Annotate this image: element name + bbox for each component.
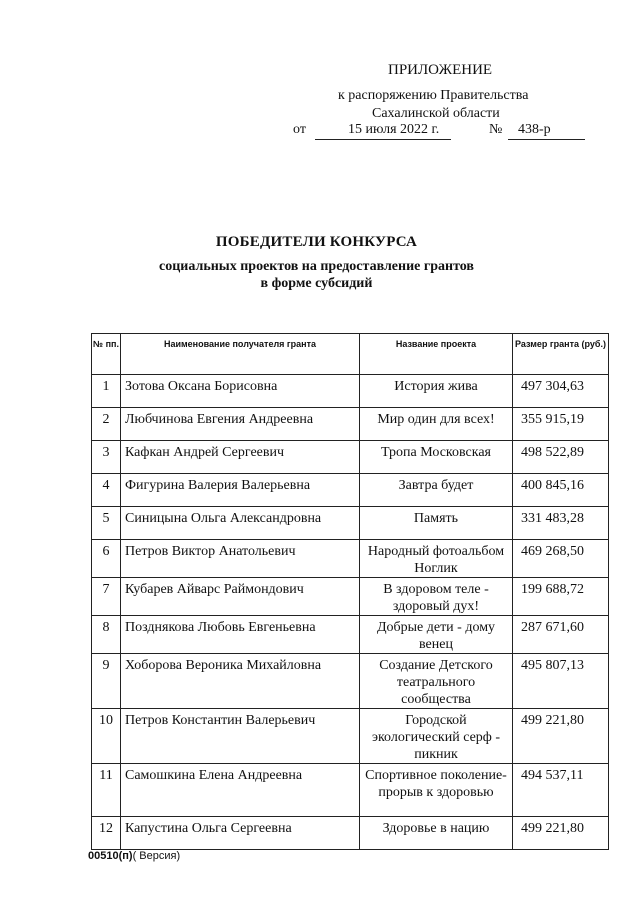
recipient-name: Зотова Оксана Борисовна bbox=[121, 375, 360, 408]
row-number: 9 bbox=[92, 654, 121, 709]
date-underline bbox=[315, 139, 451, 140]
row-number: 1 bbox=[92, 375, 121, 408]
recipient-name: Фигурина Валерия Валерьевна bbox=[121, 474, 360, 507]
number-underline bbox=[508, 139, 585, 140]
recipient-name: Петров Константин Валерьевич bbox=[121, 709, 360, 764]
table-row bbox=[92, 408, 609, 441]
header-project-name: Название проекта bbox=[360, 334, 513, 375]
project-name: Спортивное поколение-прорыв к здоровью bbox=[360, 764, 513, 817]
winners-table bbox=[91, 333, 609, 850]
table-row bbox=[92, 441, 609, 474]
row-number: 8 bbox=[92, 616, 121, 654]
grant-amount: 497 304,63 bbox=[513, 375, 609, 408]
table-row bbox=[92, 578, 609, 616]
grant-amount: 331 483,28 bbox=[513, 507, 609, 540]
recipient-name: Кафкан Андрей Сергеевич bbox=[121, 441, 360, 474]
header-recipient-name: Наименование получателя гранта bbox=[121, 334, 360, 375]
table-row bbox=[92, 540, 609, 578]
row-number: 12 bbox=[92, 817, 121, 850]
row-number: 4 bbox=[92, 474, 121, 507]
version-label: ( Версия) bbox=[132, 850, 181, 862]
decree-reference-line1: к распоряжению Правительства bbox=[338, 88, 529, 103]
project-name: Завтра будет bbox=[360, 474, 513, 507]
table-row bbox=[92, 474, 609, 507]
grant-amount: 499 221,80 bbox=[513, 817, 609, 850]
grant-amount: 287 671,60 bbox=[513, 616, 609, 654]
form-code: 00510(п) bbox=[88, 850, 133, 862]
row-number: 10 bbox=[92, 709, 121, 764]
appendix-title: ПРИЛОЖЕНИЕ bbox=[388, 62, 493, 78]
recipient-name: Кубарев Айварс Раймондович bbox=[121, 578, 360, 616]
document-title: ПОБЕДИТЕЛИ КОНКУРСА bbox=[215, 234, 418, 250]
grant-amount: 469 268,50 bbox=[513, 540, 609, 578]
table-row bbox=[92, 654, 609, 709]
table-row bbox=[92, 709, 609, 764]
document-subtitle-line1: социальных проектов на предоставление грантов bbox=[159, 259, 474, 274]
number-label: № bbox=[489, 122, 503, 137]
project-name: Создание Детского театрального сообщества bbox=[360, 654, 513, 709]
recipient-name: Самошкина Елена Андреевна bbox=[121, 764, 360, 817]
decree-reference-line2: Сахалинской области bbox=[372, 106, 500, 121]
table-row bbox=[92, 817, 609, 850]
recipient-name: Хоборова Вероника Михайловна bbox=[121, 654, 360, 709]
project-name: Память bbox=[360, 507, 513, 540]
decree-date: 15 июля 2022 г. bbox=[348, 122, 440, 137]
row-number: 3 bbox=[92, 441, 121, 474]
project-name: История жива bbox=[360, 375, 513, 408]
grant-amount: 495 807,13 bbox=[513, 654, 609, 709]
recipient-name: Капустина Ольга Сергеевна bbox=[121, 817, 360, 850]
project-name: Добрые дети - дому венец bbox=[360, 616, 513, 654]
recipient-name: Петров Виктор Анатольевич bbox=[121, 540, 360, 578]
table-row bbox=[92, 764, 609, 817]
header-grant-amount: Размер гранта (руб.) bbox=[513, 334, 609, 375]
project-name: В здоровом теле - здоровый дух! bbox=[360, 578, 513, 616]
table-row bbox=[92, 375, 609, 408]
recipient-name: Любчинова Евгения Андреевна bbox=[121, 408, 360, 441]
table-row bbox=[92, 616, 609, 654]
row-number: 5 bbox=[92, 507, 121, 540]
grant-amount: 400 845,16 bbox=[513, 474, 609, 507]
project-name: Народный фотоальбом Ноглик bbox=[360, 540, 513, 578]
project-name: Здоровье в нацию bbox=[360, 817, 513, 850]
project-name: Тропа Московская bbox=[360, 441, 513, 474]
grant-amount: 499 221,80 bbox=[513, 709, 609, 764]
row-number: 6 bbox=[92, 540, 121, 578]
document-footer-code bbox=[88, 850, 180, 862]
grant-amount: 355 915,19 bbox=[513, 408, 609, 441]
decree-date-number-row bbox=[293, 122, 593, 142]
header-number: № пп. bbox=[92, 334, 121, 375]
table-header-row bbox=[92, 334, 609, 375]
project-name: Мир один для всех! bbox=[360, 408, 513, 441]
row-number: 7 bbox=[92, 578, 121, 616]
decree-number: 438-р bbox=[518, 122, 551, 137]
document-subtitle-line2: в форме субсидий bbox=[260, 276, 373, 291]
from-label: от bbox=[293, 122, 306, 137]
row-number: 2 bbox=[92, 408, 121, 441]
project-name: Городской экологический серф - пикник bbox=[360, 709, 513, 764]
grant-amount: 494 537,11 bbox=[513, 764, 609, 817]
grant-amount: 199 688,72 bbox=[513, 578, 609, 616]
recipient-name: Позднякова Любовь Евгеньевна bbox=[121, 616, 360, 654]
row-number: 11 bbox=[92, 764, 121, 817]
table-row bbox=[92, 507, 609, 540]
recipient-name: Синицына Ольга Александровна bbox=[121, 507, 360, 540]
grant-amount: 498 522,89 bbox=[513, 441, 609, 474]
